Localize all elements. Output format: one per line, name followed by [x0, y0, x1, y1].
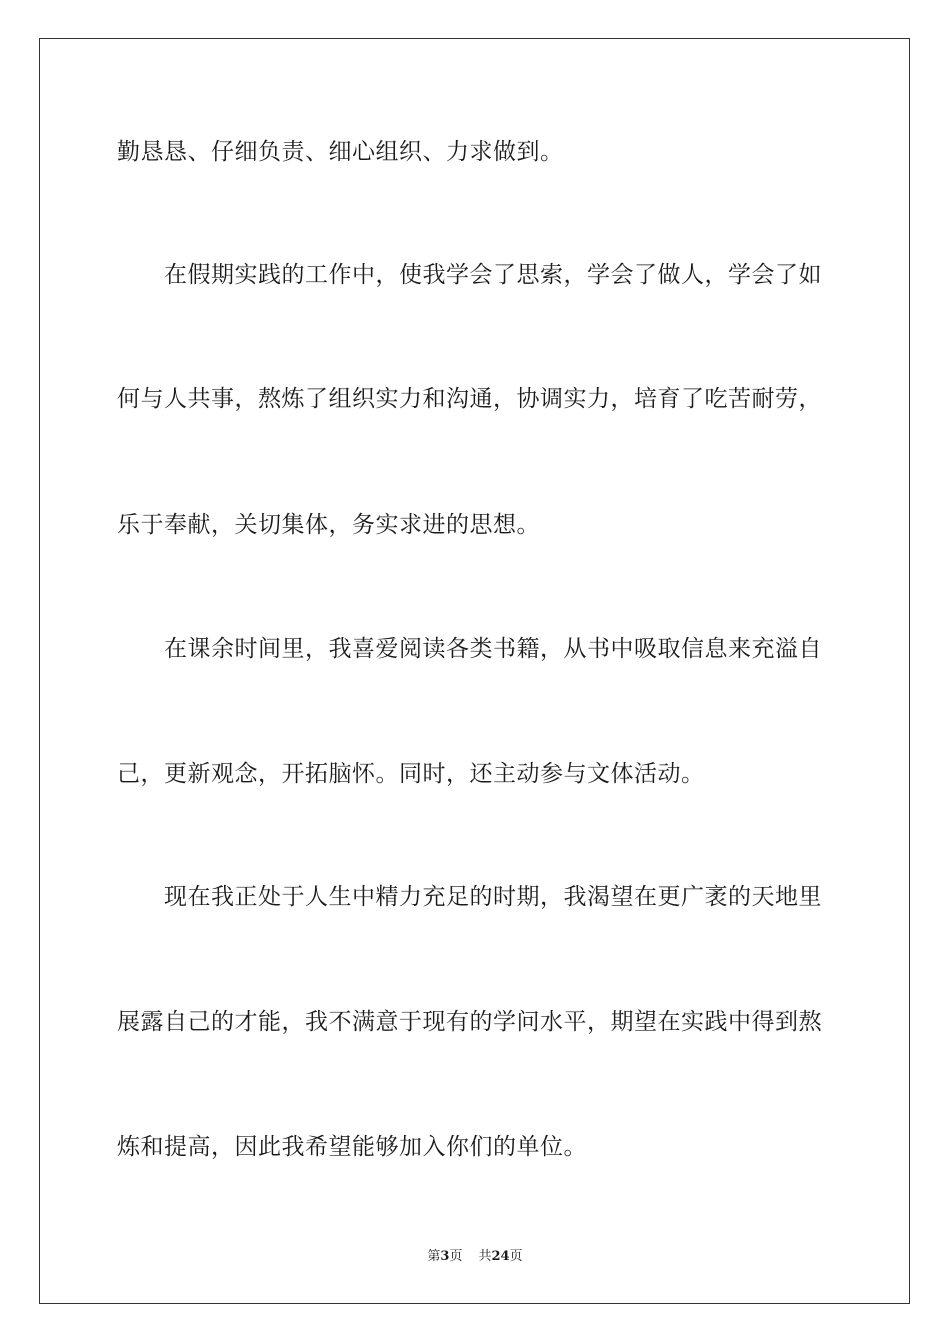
- paragraph-line: 现在我正处于人生中精力充足的时期，我渴望在更广袤的天地里: [164, 884, 822, 910]
- page-footer: [0, 1248, 950, 1266]
- paragraph-line: 己，更新观念，开拓脑怀。同时，还主动参与文体活动。: [117, 761, 705, 787]
- paragraph-line: 勤恳恳、仔细负责、细心组织、力求做到。: [117, 139, 564, 165]
- total-label-suffix: 页: [509, 1249, 523, 1264]
- page-number: 3: [440, 1249, 450, 1264]
- paragraph-line: 乐于奉献，关切集体，务实求进的思想。: [117, 512, 540, 538]
- paragraph-line: 在课余时间里，我喜爱阅读各类书籍，从书中吸取信息来充溢自: [164, 636, 822, 662]
- paragraph-line: 何与人共事，熬炼了组织实力和沟通，协调实力，培育了吃苦耐劳，: [117, 386, 822, 412]
- total-pages: 24: [491, 1249, 510, 1264]
- page-label-suffix: 页: [449, 1249, 463, 1264]
- paragraph-line: 炼和提高，因此我希望能够加入你们的单位。: [117, 1134, 587, 1160]
- total-label-prefix: 共: [478, 1249, 492, 1264]
- paragraph-line: 展露自己的才能，我不满意于现有的学问水平，期望在实践中得到熬: [117, 1009, 822, 1035]
- page-border: [39, 38, 910, 1304]
- page-label-prefix: 第: [427, 1249, 441, 1264]
- paragraph-line: 在假期实践的工作中，使我学会了思索，学会了做人，学会了如: [164, 262, 822, 288]
